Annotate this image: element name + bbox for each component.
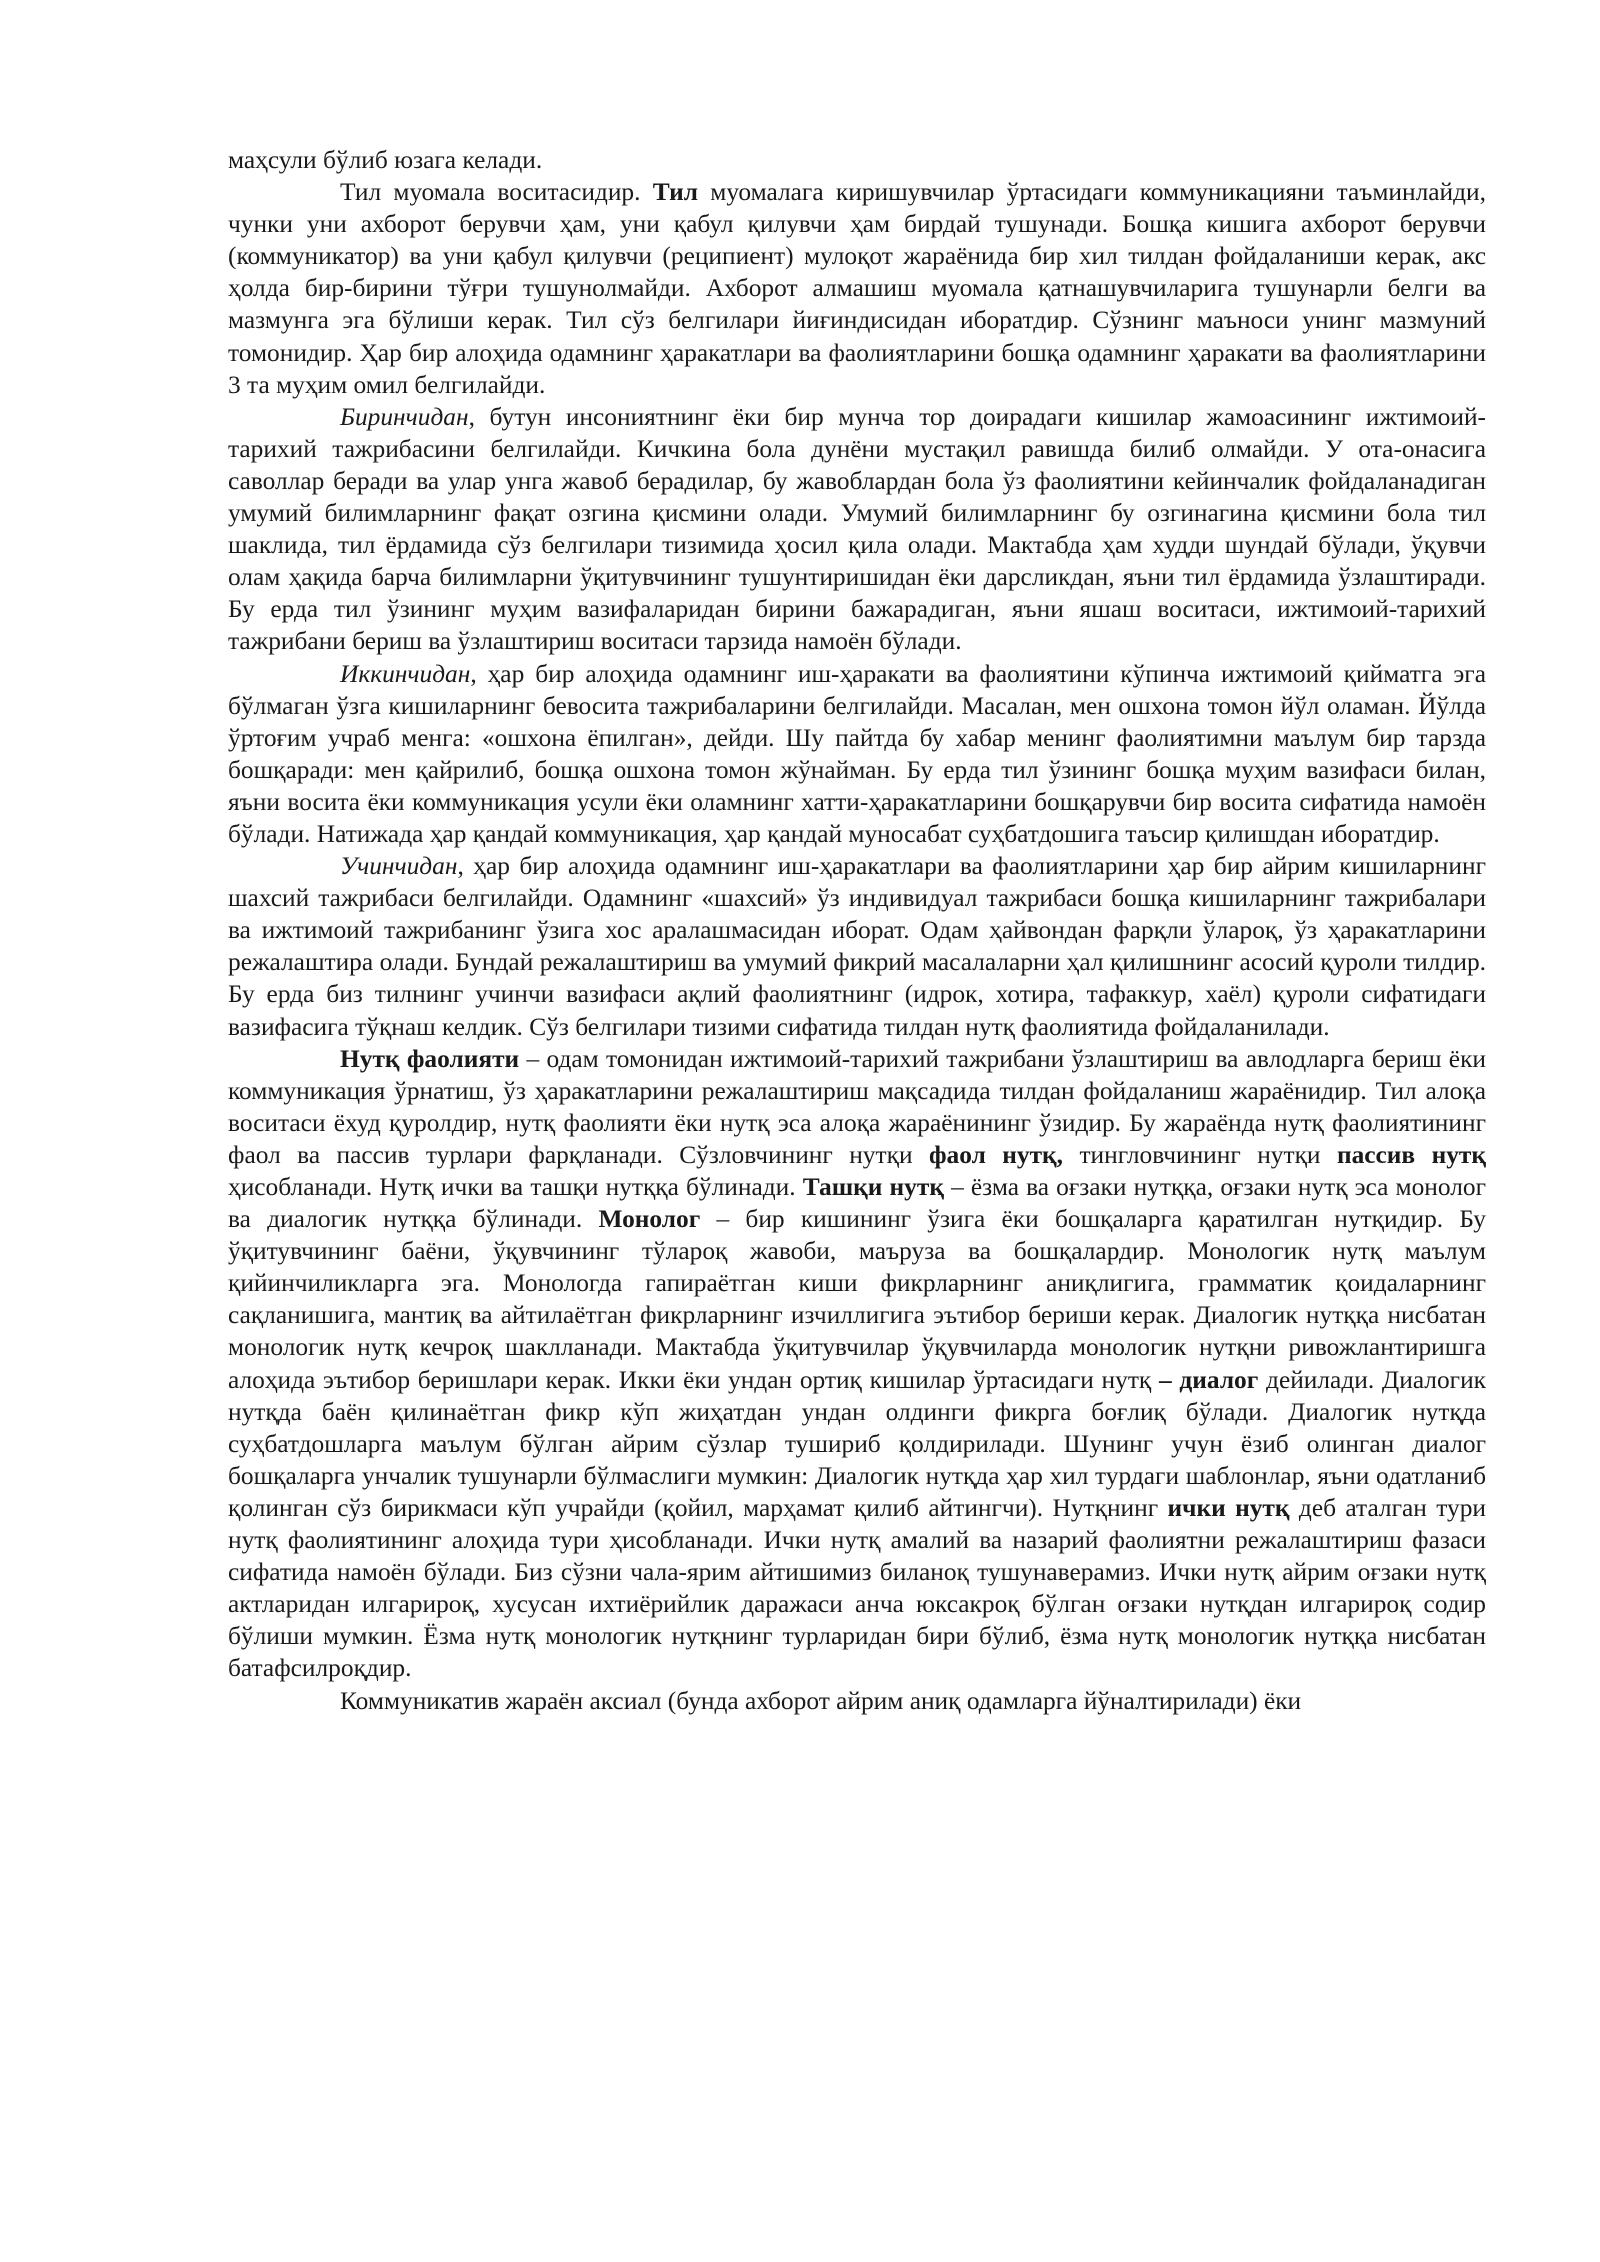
- bold-term: – диалог: [1159, 1365, 1259, 1394]
- bold-term: Ташқи нутқ: [802, 1173, 944, 1201]
- text-run: ҳисобланади. Нутқ ички ва ташқи нутққа бўлинади.: [228, 1173, 803, 1201]
- text-run: – ёзма ва оғзаки нутққа, оғзаки нутқ эса монолог ва диалогик нутққа бўлинади.: [228, 1173, 1486, 1234]
- text-run: , ҳар бир алоҳида одамнинг иш-ҳаракатлари ва фаолиятларини ҳар бир айрим кишиларнинг шахсий тажрибаси белгилайди. Одамнинг «шахсий» ўз индивидуал тажрибаси бошқа кишиларнинг тажрибалари ва ижтимоий тажрибанинг ўзига хос аралашмасидан иборат. Одам ҳайвондан фарқли ўлароқ, ўз ҳаракатларини режалаштира олади. Бундай режалаштириш ва умумий фикрий масалаларни ҳал қилишнинг асосий қуроли тилдир. Бу ерда биз тилнинг учинчи вазифаси ақлий фаолиятнинг (идрок, хотира, тафаккур, хаёл) қуроли сифатидаги вазифасига тўқнаш келдик. Сўз белгилари тизими сифатида тилдан нутқ фаолиятида фойдаланилади.: [228, 852, 1486, 1041]
- text-run: тингловчининг нутқи: [1063, 1140, 1337, 1169]
- paragraph: [228, 176, 1486, 401]
- italic-term: Учинчидан: [340, 852, 458, 881]
- paragraph: [228, 658, 1486, 851]
- paragraph: [228, 144, 1486, 176]
- italic-term: Иккинчидан: [340, 659, 471, 688]
- paragraph: [228, 401, 1486, 658]
- bold-term: фаол нутқ,: [928, 1140, 1064, 1169]
- italic-term: Биринчидан: [340, 402, 469, 431]
- text-run: маҳсули бўлиб юзага келади.: [228, 146, 543, 174]
- text-run: , бутун инсониятнинг ёки бир мунча тор доирадаги кишилар жамоасининг ижтимоий-тарихий тажрибасини белгилайди. Кичкина бола дунёни мустақил равишда билиб олмайди. У ота-онасига саволлар беради ва улар унга жавоб берадилар, бу жавоблардан бола ўз фаолиятини кейинчалик фойдаланадиган умумий билимларнинг фақат озгина қисмини олади. Умумий билимларнинг бу озгинагина қисмини бола тил шаклида, тил ёрдамида сўз белгилари тизимида ҳосил қила олади. Мактабда ҳам худди шундай бўлади, ўқувчи олам ҳақида барча билимларни ўқитувчининг тушунтиришидан ёки дарсликдан, яъни тил ёрдамида ўзлаштиради. Бу ерда тил ўзининг муҳим вазифаларидан бирини бажарадиган, яъни яшаш воситаси, ижтимоий-тарихий тажрибани бериш ва ўзлаштириш воситаси тарзида намоён бўлади.: [228, 402, 1486, 656]
- bold-term: Тил: [652, 178, 698, 207]
- paragraph: [228, 1043, 1486, 1685]
- text-run: муомалага киришувчилар ўртасидаги коммуникацияни таъминлайди, чунки уни ахборот берувчи ҳам, уни қабул қилувчи ҳам бирдай тушунади. Бошқа кишига ахборот берувчи (коммуникатор) ва уни қабул қилувчи (реципиент) мулоқот жараёнида бир хил тилдан фойдаланиши керак, акс ҳолда бир-бирини тўғри тушунолмайди. Ахборот алмашиш муомала қатнашувчиларига тушунарли белги ва мазмунга эга бўлиши керак. Тил сўз белгилари йиғиндисидан иборатдир. Сўзнинг маъноси унинг мазмуний томонидир. Ҳар бир алоҳида одамнинг ҳаракатлари ва фаолиятларини бошқа одамнинг ҳаракати ва фаолиятларини 3 та муҳим омил белгилайди.: [228, 178, 1486, 399]
- bold-term: ички нутқ: [1167, 1493, 1290, 1522]
- text-run: деб аталган тури нутқ фаолиятининг алоҳида тури ҳисобланади. Ички нутқ амалий ва назарий фаолиятни режалаштириш фазаси сифатида намоён бўлади. Биз сўзни чала-ярим айтишимиз биланоқ тушунаверамиз. Ички нутқ айрим оғзаки нутқ актларидан илгарироқ, хусусан ихтиёрийлик даражаси анча юксакроқ бўлган оғзаки нутқдан илгарироқ содир бўлиши мумкин. Ёзма нутқ монологик нутқнинг турларидан бири бўлиб, ёзма нутқ монологик нутққа нисбатан батафсилроқдир.: [228, 1493, 1487, 1683]
- paragraph: [228, 1685, 1486, 1717]
- text-run: , ҳар бир алоҳида одамнинг иш-ҳаракати ва фаолиятини кўпинча ижтимоий қийматга эга бўлмаган ўзга кишиларнинг бевосита тажрибаларини белгилайди. Масалан, мен ошхона томон йўл оламан. Йўлда ўртоғим учраб менга: «ошхона ёпилган», дейди. Шу пайтда бу хабар менинг фаолиятимни маълум бир тарзда бошқаради: мен қайрилиб, бошқа ошхона томон жўнайман. Бу ерда тил ўзининг бошқа муҳим вазифаси билан, яъни восита ёки коммуникация усули ёки оламнинг хатти-ҳаракатларини бошқарувчи бир восита сифатида намоён бўлади. Натижада ҳар қандай коммуникация, ҳар қандай муносабат суҳбатдошига таъсир қилишдан иборатдир.: [228, 659, 1486, 848]
- text-run: дейилади. Диалогик нутқда баён қилинаётган фикр кўп жиҳатдан ундан олдинги фикрга боғлиқ бўлади. Диалогик нутқда суҳбатдошларга маълум бўлган айрим сўзлар тушириб қолдирилади. Шунинг учун ёзиб олинган диалог бошқаларга унчалик тушунарли бўлмаслиги мумкин: Диалогик нутқда ҳар хил турдаги шаблонлар, яъни одатланиб қолинган сўз бирикмаси кўп учрайди (қойил, марҳамат қилиб айтингчи). Нутқнинг: [228, 1365, 1487, 1522]
- bold-term: Нутқ фаолияти: [340, 1044, 520, 1073]
- text-run: Коммуникатив жараён аксиал (бунда ахборот айрим аниқ одамларга йўналтирилади) ёки: [340, 1686, 1302, 1715]
- document-body: [228, 144, 1486, 1717]
- text-run: – бир кишининг ўзига ёки бошқаларга қаратилган нутқидир. Бу ўқитувчининг баёни, ўқувчининг тўлароқ жавоби, маъруза ва бошқалардир. Монологик нутқ маълум қийинчиликларга эга. Монологда гапираётган киши фикрларнинг аниқлигига, грамматик қоидаларнинг сақланишига, мантиқ ва айтилаётган фикрларнинг изчиллигига эътибор бериши керак. Диалогик нутққа нисбатан монологик нутқ кечроқ шаклланади. Мактабда ўқитувчилар ўқувчиларда монологик нутқни ривожлантиришга алоҳида эътибор беришлари керак. Икки ёки ундан ортиқ кишилар ўртасидаги нутқ: [228, 1205, 1486, 1394]
- bold-term: пассив нутқ: [1336, 1140, 1486, 1169]
- bold-term: Монолог: [598, 1205, 701, 1234]
- paragraph: [228, 850, 1486, 1043]
- text-run: – одам томонидан ижтимоий-тарихий тажрибани ўзлаштириш ва авлодларга бериш ёки коммуникация ўрнатиш, ўз ҳаракатларини режалаштириш мақсадида тилдан фойдаланиш жараёнидир. Тил алоқа воситаси ёхуд қуролдир, нутқ фаолияти ёки нутқ эса алоқа жараёнининг ўзидир. Бу жараёнда нутқ фаолиятининг фаол ва пассив турлари фарқланади. Сўзловчининг нутқи: [228, 1044, 1486, 1169]
- text-run: Тил муомала воситасидир.: [340, 178, 653, 207]
